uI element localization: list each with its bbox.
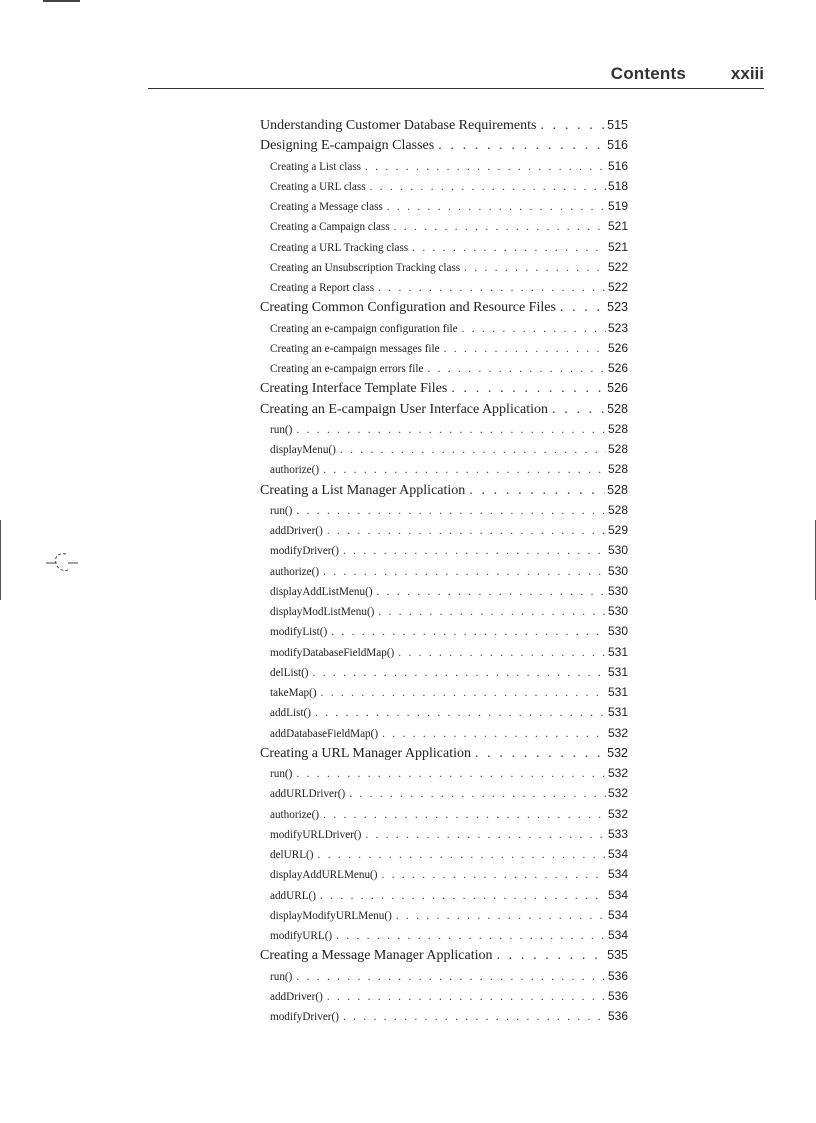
toc-entry[interactable] <box>260 402 628 422</box>
toc-subentry[interactable] <box>260 604 628 624</box>
toc-entry-title: authorize() <box>270 464 320 477</box>
toc-entry-title: addURLDriver() <box>270 788 346 801</box>
toc-leader-dots <box>469 483 605 499</box>
toc-leader-dots <box>438 138 605 154</box>
toc-page-number: 526 <box>607 340 628 355</box>
running-header <box>148 60 764 89</box>
toc-leader-dots <box>318 849 606 861</box>
toc-page-number: 531 <box>607 705 628 720</box>
toc-entry[interactable] <box>260 948 628 968</box>
toc-page-number: 515 <box>607 118 628 132</box>
toc-page-number: 534 <box>607 928 628 942</box>
toc-page-number: 530 <box>607 624 628 639</box>
toc-entry-title: Creating a URL Tracking class <box>270 241 409 254</box>
toc-page-number: 521 <box>607 239 628 254</box>
toc-page-number: 528 <box>607 462 628 477</box>
toc-leader-dots <box>382 728 606 740</box>
toc-entry-title: delURL() <box>270 849 314 861</box>
toc-leader-dots <box>321 687 606 699</box>
toc-subentry[interactable] <box>260 179 628 199</box>
toc-page-number: 528 <box>607 442 628 456</box>
toc-page-number: 534 <box>607 847 628 861</box>
toc-page-number: 530 <box>607 563 628 578</box>
toc-leader-dots <box>370 181 606 193</box>
toc-leader-dots <box>382 869 606 881</box>
toc-leader-dots <box>496 948 605 964</box>
toc-entry-title: Creating Interface Template Files <box>260 381 448 397</box>
toc-page-number: 522 <box>607 259 628 274</box>
toc-entry-title: run() <box>270 423 293 436</box>
toc-leader-dots <box>394 221 606 233</box>
toc-entry-title: Creating an e-campaign errors file <box>270 363 424 375</box>
toc-leader-dots <box>296 971 606 983</box>
toc-subentry[interactable] <box>260 807 628 827</box>
toc-leader-dots <box>313 667 606 679</box>
toc-subentry[interactable] <box>260 503 628 523</box>
toc-subentry[interactable] <box>260 361 628 381</box>
page-number: xxiii <box>730 64 764 83</box>
toc-page-number: 521 <box>607 219 628 234</box>
toc-page-number: 530 <box>607 604 628 618</box>
toc-page-number: 528 <box>607 401 628 416</box>
toc-page-number: 535 <box>607 948 628 963</box>
toc-page-number: 531 <box>607 644 628 659</box>
toc-subentry[interactable] <box>260 928 628 948</box>
toc-entry-title: displayMenu() <box>270 444 336 456</box>
toc-leader-dots <box>377 586 606 598</box>
toc-entry-title: Creating Common Configuration and Resource Files <box>260 300 556 316</box>
toc-entry[interactable] <box>260 483 628 503</box>
toc-subentry[interactable] <box>260 280 628 300</box>
toc-entry-title: Creating an E-campaign User Interface Application <box>260 401 549 417</box>
registration-mark-icon <box>42 548 82 578</box>
toc-entry-title: modifyDatabaseFieldMap() <box>270 646 395 659</box>
toc-subentry[interactable] <box>260 726 628 746</box>
toc-page-number: 528 <box>607 502 628 517</box>
toc-leader-dots <box>378 606 606 618</box>
toc-subentry[interactable] <box>260 321 628 341</box>
toc-leader-dots <box>540 118 605 134</box>
toc-leader-dots <box>323 566 606 578</box>
toc-entry-title: modifyDriver() <box>270 545 339 558</box>
toc-entry-title: authorize() <box>270 808 320 821</box>
toc-subentry[interactable] <box>260 442 628 462</box>
toc-subentry[interactable] <box>260 888 628 908</box>
toc-page-number: 526 <box>607 381 628 396</box>
toc-subentry[interactable] <box>260 989 628 1009</box>
toc-page-number: 519 <box>607 199 628 213</box>
toc-entry-title: Creating a Campaign class <box>270 221 390 234</box>
toc-page-number: 536 <box>607 988 628 1003</box>
toc-entry-title: Creating an e-campaign configuration file <box>270 322 458 335</box>
toc-leader-dots <box>396 910 606 922</box>
toc-entry-title: Creating a List class <box>270 160 362 173</box>
toc-page-number: 531 <box>607 685 628 699</box>
toc-page-number: 523 <box>607 320 628 335</box>
toc-leader-dots <box>331 626 606 638</box>
toc-entry-title: addDatabaseFieldMap() <box>270 727 379 740</box>
toc-subentry[interactable] <box>260 665 628 685</box>
toc-entry-title: Creating an Unsubscription Tracking class <box>270 261 461 274</box>
toc-entry-title: addDriver() <box>270 525 323 537</box>
toc-page-number: 518 <box>607 178 628 193</box>
toc-page-number: 531 <box>607 664 628 679</box>
toc-subentry[interactable] <box>260 341 628 361</box>
toc-page-number: 516 <box>607 138 628 153</box>
toc-entry-title: displayModifyURLMenu() <box>270 909 392 922</box>
toc-entry-title: authorize() <box>270 565 320 578</box>
toc-leader-dots <box>427 363 606 375</box>
toc-subentry[interactable] <box>260 219 628 239</box>
toc-entry-title: delList() <box>270 666 309 679</box>
toc-entry-title: modifyDriver() <box>270 1011 339 1023</box>
toc-subentry[interactable] <box>260 543 628 563</box>
toc-entry-title: displayAddListMenu() <box>270 585 373 598</box>
toc-entry-title: Creating a URL class <box>270 180 366 193</box>
toc-entry-title: Creating a Message Manager Application <box>260 948 493 964</box>
toc-entry-title: Understanding Customer Database Requirements <box>260 118 537 133</box>
toc-subentry[interactable] <box>260 462 628 482</box>
toc-entry-title: modifyList() <box>270 626 328 639</box>
toc-page-number: 528 <box>607 482 628 497</box>
toc-leader-dots <box>323 809 606 821</box>
toc-page-number: 532 <box>607 725 628 740</box>
toc-leader-dots <box>343 1011 606 1023</box>
toc-leader-dots <box>398 647 606 659</box>
toc-entry-title: displayModListMenu() <box>270 606 375 618</box>
toc-subentry[interactable] <box>260 523 628 543</box>
section-title: Contents <box>610 64 686 83</box>
toc-subentry[interactable] <box>260 766 628 786</box>
toc-page-number: 528 <box>607 421 628 436</box>
toc-leader-dots <box>412 242 606 254</box>
toc-leader-dots <box>327 525 606 537</box>
toc-leader-dots <box>462 323 606 335</box>
toc-leader-dots <box>327 991 606 1003</box>
toc-leader-dots <box>464 262 606 274</box>
toc-entry-title: addList() <box>270 707 312 720</box>
toc-leader-dots <box>336 930 606 942</box>
toc-page-number: 530 <box>607 583 628 598</box>
toc-entry-title: run() <box>270 768 293 780</box>
toc-entry-title: Creating an e-campaign messages file <box>270 342 440 355</box>
toc-entry[interactable] <box>260 118 628 138</box>
toc-page-number: 534 <box>607 907 628 922</box>
toc-subentry[interactable] <box>260 584 628 604</box>
toc-entry[interactable] <box>260 381 628 401</box>
toc-entry-title: run() <box>270 504 293 517</box>
toc-subentry[interactable] <box>260 867 628 887</box>
toc-leader-dots <box>365 161 606 173</box>
toc-leader-dots <box>343 545 606 557</box>
toc-entry-title: run() <box>270 970 293 983</box>
toc-entry-title: Creating a Report class <box>270 282 375 294</box>
toc-subentry[interactable] <box>260 645 628 665</box>
toc-subentry[interactable] <box>260 847 628 867</box>
toc-page-number: 522 <box>607 280 628 294</box>
toc-subentry[interactable] <box>260 159 628 179</box>
toc-leader-dots <box>340 444 606 456</box>
toc-entry[interactable] <box>260 138 628 158</box>
toc-entry-title: addDriver() <box>270 990 323 1003</box>
toc-subentry[interactable] <box>260 199 628 219</box>
toc-page-number: 532 <box>607 745 628 760</box>
toc-entry-title: Creating a URL Manager Application <box>260 745 471 761</box>
toc-leader-dots <box>315 707 606 719</box>
toc-entry-title: Creating a List Manager Application <box>260 482 466 498</box>
toc-leader-dots <box>444 343 606 355</box>
toc-leader-dots <box>296 505 606 517</box>
toc-leader-dots <box>296 768 606 780</box>
toc-subentry[interactable] <box>260 827 628 847</box>
toc-entry-title: modifyURL() <box>270 930 333 942</box>
toc-page-number: 533 <box>607 826 628 841</box>
toc-subentry[interactable] <box>260 705 628 725</box>
toc-page-number: 532 <box>607 786 628 801</box>
table-of-contents <box>260 118 628 1029</box>
toc-page-number: 534 <box>607 867 628 882</box>
toc-entry[interactable] <box>260 300 628 320</box>
toc-leader-dots <box>296 424 606 436</box>
toc-subentry[interactable] <box>260 564 628 584</box>
toc-entry-title: addURL() <box>270 889 316 902</box>
toc-leader-dots <box>320 890 606 902</box>
toc-subentry[interactable] <box>260 422 628 442</box>
toc-leader-dots <box>365 829 606 841</box>
crop-mark-top <box>43 0 80 2</box>
crop-mark-left <box>0 520 1 600</box>
toc-page-number: 523 <box>607 300 628 315</box>
toc-subentry[interactable] <box>260 1009 628 1029</box>
toc-entry-title: Creating a Message class <box>270 201 383 213</box>
toc-subentry[interactable] <box>260 969 628 989</box>
toc-page-number: 526 <box>607 361 628 375</box>
toc-page-number: 529 <box>607 523 628 537</box>
toc-leader-dots <box>475 746 605 762</box>
toc-entry-title: displayAddURLMenu() <box>270 869 378 882</box>
toc-leader-dots <box>552 402 605 418</box>
toc-entry-title: takeMap() <box>270 687 317 699</box>
toc-subentry[interactable] <box>260 685 628 705</box>
toc-subentry[interactable] <box>260 260 628 280</box>
toc-page-number: 532 <box>607 766 628 780</box>
toc-subentry[interactable] <box>260 908 628 928</box>
toc-entry-title: modifyURLDriver() <box>270 828 362 841</box>
toc-leader-dots <box>323 464 606 476</box>
toc-subentry[interactable] <box>260 786 628 806</box>
toc-page-number: 536 <box>607 968 628 983</box>
toc-entry-title: Designing E-campaign Classes <box>260 138 435 154</box>
toc-leader-dots <box>387 201 606 213</box>
toc-subentry[interactable] <box>260 624 628 644</box>
toc-entry[interactable] <box>260 746 628 766</box>
toc-page-number: 532 <box>607 806 628 821</box>
toc-leader-dots <box>378 282 606 294</box>
toc-page-number: 530 <box>607 543 628 558</box>
toc-leader-dots <box>451 381 605 397</box>
toc-subentry[interactable] <box>260 240 628 260</box>
toc-leader-dots <box>560 300 605 316</box>
toc-leader-dots <box>349 788 606 800</box>
toc-page-number: 534 <box>607 887 628 902</box>
toc-page-number: 536 <box>607 1009 628 1023</box>
toc-page-number: 516 <box>607 158 628 173</box>
